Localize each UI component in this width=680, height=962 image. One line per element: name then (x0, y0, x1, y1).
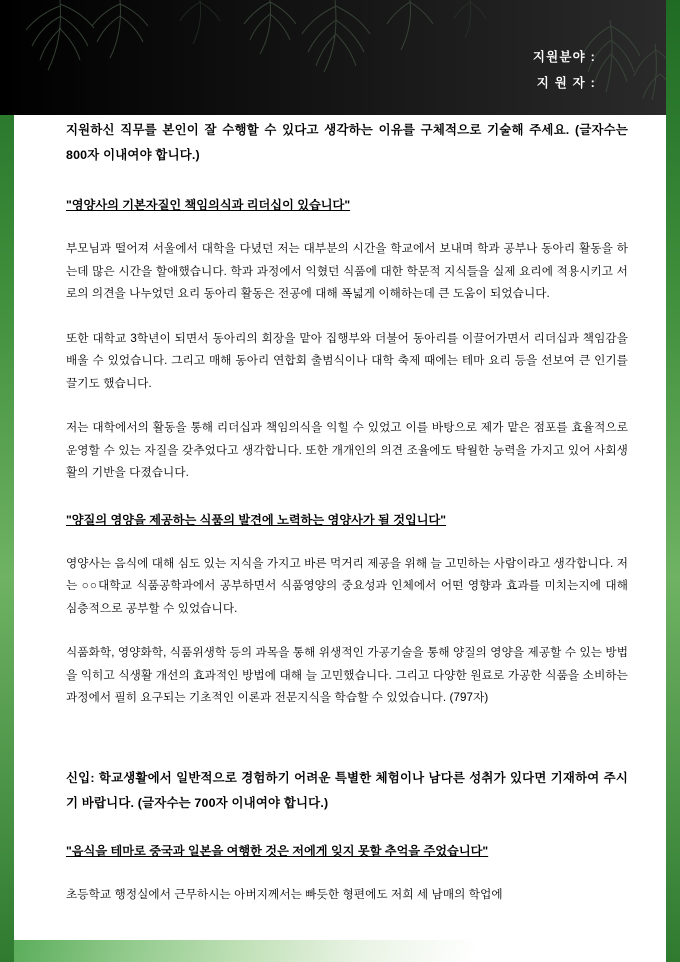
document-body (66, 118, 628, 928)
question-1: 지원하신 직무를 본인이 잘 수행할 수 있다고 생각하는 이유를 구체적으로 기술해 주세요. (글자수는 800자 이내여야 합니다.) (66, 123, 628, 162)
applicant-header-fields (533, 44, 596, 96)
paragraph-5: 식품화학, 영양화학, 식품위생학 등의 과목을 통해 위생적인 가공기술을 통해 양질의 영양을 제공할 수 있는 방법을 익히고 식생활 개선의 효과적인 방법에 대해 늘 고민했습니다. 그리고 다양한 원료로 가공한 식품을 소비하는 과정에서 필히 요구되는 기초적인 이론과 전문지식을 학습할 수 있었습니다. (797자) (66, 646, 628, 704)
field-label-position: 지원분야 : (532, 50, 596, 64)
paragraph-1: 부모님과 떨어져 서울에서 대학을 다녔던 저는 대부분의 시간을 학교에서 보내며 학과 공부나 동아리 활동을 하는데 많은 시간을 할애했습니다. 학과 과정에서 익혔던 식품에 대한 학문적 지식들을 실제 요리에 적용시키고 서로의 의견을 나누었던 요리 동아리 활동은 전공에 대해 폭넓게 이해하는데 큰 도움이 되었습니다. (66, 242, 628, 300)
subheading-1: "영양사의 기본자질인 책임의식과 리더십이 있습니다" (66, 198, 351, 212)
paragraph-3: 저는 대학에서의 활동을 통해 리더십과 책임의식을 익힐 수 있었고 이를 바탕으로 제가 맡은 점포를 효율적으로 운영할 수 있는 자질을 갖추었다고 생각합니다. 또한 개개인의 의견 조율에도 탁월한 능력을 가지고 있어 사회생활의 기반을 다졌습니다. (66, 421, 628, 479)
header-banner (0, 0, 680, 115)
question-2: 신입: 학교생활에서 일반적으로 경험하기 어려운 특별한 체험이나 남다른 성취가 있다면 기재하여 주시기 바랍니다. (글자수는 700자 이내여야 합니다.) (66, 770, 628, 810)
field-label-applicant: 지 원 자 : (536, 76, 596, 90)
subheading-3: "음식을 테마로 중국과 일본을 여행한 것은 저에게 잊지 못할 추억을 주었습니다" (66, 843, 489, 858)
paragraph-6: 초등학교 행정실에서 근무하시는 아버지께서는 빠듯한 형편에도 저희 세 남매의 학업에 (66, 887, 503, 901)
section-spacer (66, 732, 628, 766)
paragraph-4: 영양사는 음식에 대해 심도 있는 지식을 가지고 바른 먹거리 제공을 위해 늘 고민하는 사람이라고 생각합니다. 저는 ○○대학교 식품공학과에서 공부하면서 식품영양의 중요성과 인체에서 어떤 영향과 효과를 미치는지에 대해 심층적으로 공부할 수 있었습니다. (66, 556, 628, 615)
subheading-2: "양질의 영양을 제공하는 식품의 발견에 노력하는 영양사가 될 것입니다" (66, 512, 447, 527)
paragraph-2: 또한 대학교 3학년이 되면서 동아리의 회장을 맡아 집행부와 더불어 동아리를 이끌어가면서 리더십과 책임감을 배울 수 있었습니다. 그리고 매해 동아리 연합회 출범식이나 대학 축제 때에는 테마 요리 등을 선보여 큰 인기를 끌기도 했습니다. (66, 331, 628, 390)
